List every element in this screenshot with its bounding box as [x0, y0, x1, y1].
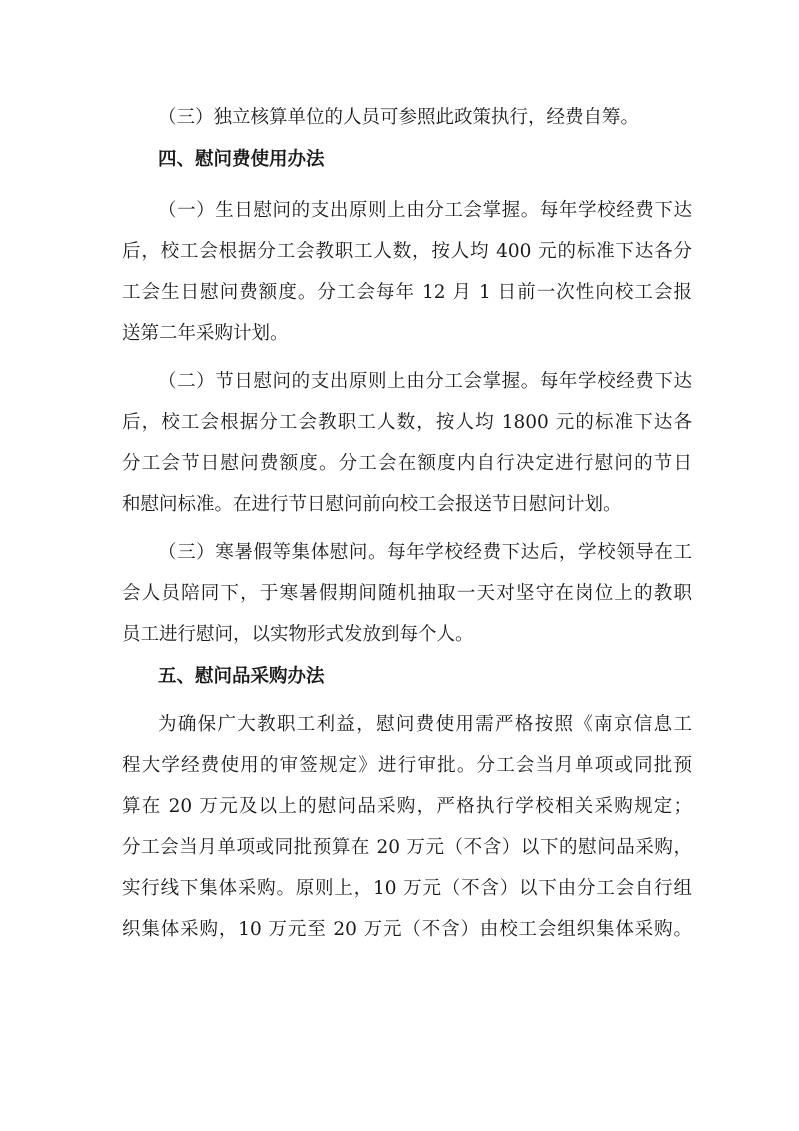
section-heading: 五、慰问品采购办法	[158, 666, 325, 687]
paragraph-line: 为确保广大教职工利益，慰问费使用需严格按照《南京信息工	[158, 714, 692, 735]
paragraph-line: 算在 20 万元及以上的慰问品采购，严格执行学校相关采购规定；	[122, 796, 692, 817]
paragraph-line: 分工会节日慰问费额度。分工会在额度内自行决定进行慰问的节日	[122, 453, 692, 474]
paragraph-line: 分工会当月单项或同批预算在 20 万元（不含）以下的慰问品采购，	[122, 837, 692, 858]
paragraph-line: 工会生日慰问费额度。分工会每年 12 月 1 日前一次性向校工会报	[122, 282, 692, 303]
paragraph-line: （三）寒暑假等集体慰问。每年学校经费下达后，学校领导在工	[158, 542, 692, 563]
paragraph-line: 和慰问标准。在进行节日慰问前向校工会报送节日慰问计划。	[122, 494, 622, 515]
section-heading: 四、慰问费使用办法	[158, 149, 325, 170]
paragraph-line: 实行线下集体采购。原则上，10 万元（不含）以下由分工会自行组	[122, 878, 692, 899]
paragraph-line: 程大学经费使用的审签规定》进行审批。分工会当月单项或同批预	[122, 755, 692, 776]
paragraph-line: 织集体采购，10 万元至 20 万元（不含）由校工会组织集体采购。	[122, 919, 692, 940]
paragraph-line: 后，校工会根据分工会教职工人数，按人均 1800 元的标准下达各	[122, 412, 692, 433]
paragraph-line: （二）节日慰问的支出原则上由分工会掌握。每年学校经费下达	[158, 371, 692, 392]
paragraph-line: （一）生日慰问的支出原则上由分工会掌握。每年学校经费下达	[158, 200, 692, 221]
paragraph-line: 员工进行慰问，以实物形式发放到每个人。	[122, 624, 474, 645]
paragraph-line: （三）独立核算单位的人员可参照此政策执行，经费自筹。	[158, 107, 640, 128]
paragraph-line: 后，校工会根据分工会教职工人数，按人均 400 元的标准下达各分	[122, 241, 692, 262]
paragraph-line: 会人员陪同下，于寒暑假期间随机抽取一天对坚守在岗位上的教职	[122, 583, 692, 604]
paragraph-line: 送第二年采购计划。	[122, 323, 289, 344]
